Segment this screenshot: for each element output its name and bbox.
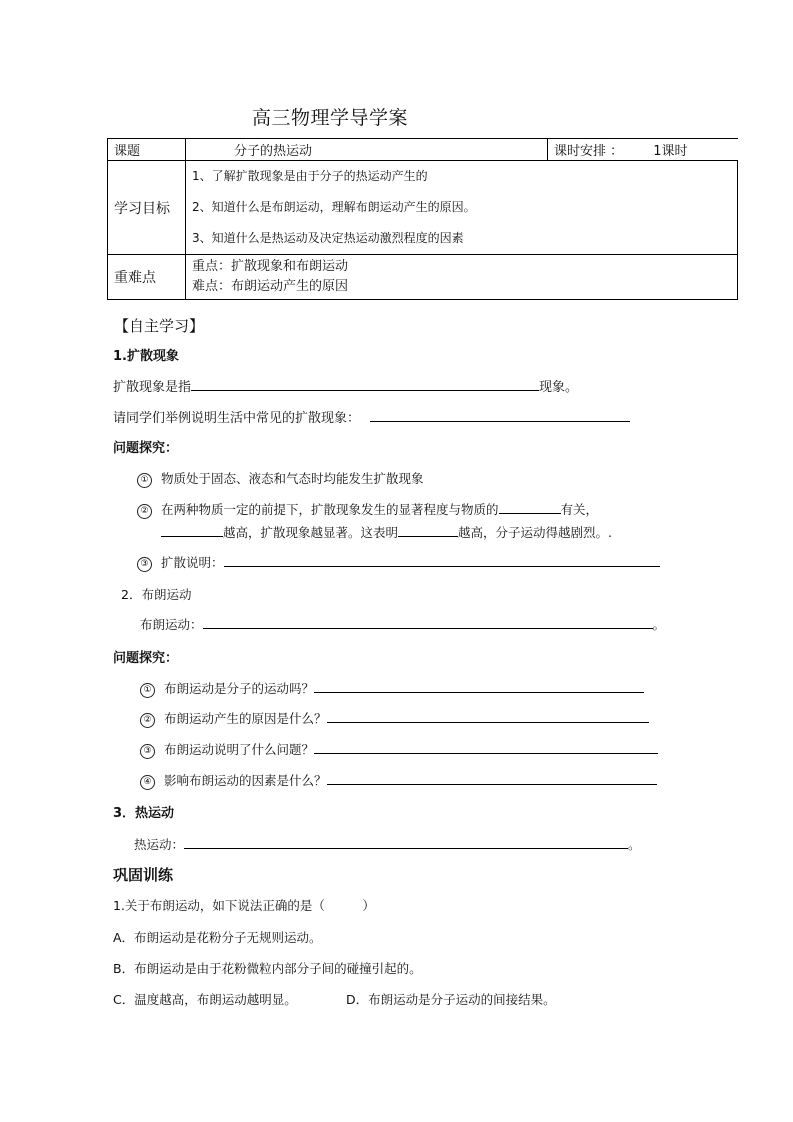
section-1-heading: 1.扩散现象 [113, 349, 179, 364]
explore-heading-1: 问题探究： [113, 441, 179, 456]
goal-item: 1、了解扩散现象是由于分子的热运动产生的 [192, 169, 428, 183]
explore-heading-2: 问题探究： [113, 651, 179, 666]
topic-value: 分子的热运动 [186, 139, 548, 161]
goals-list [186, 161, 738, 255]
answer-blank[interactable] [191, 389, 539, 391]
diffusion-def-prefix: 扩散现象是指 [113, 380, 192, 395]
info-table [107, 138, 738, 300]
answer-blank[interactable] [161, 535, 223, 537]
answer-blank[interactable] [499, 512, 561, 514]
circled-number: ③ [137, 557, 152, 572]
question-text: 布朗运动产生的原因是什么？ [164, 711, 327, 726]
question-text: 物质处于固态、液态和气态时均能发生扩散现象 [161, 471, 424, 486]
question-2-continued [161, 523, 612, 541]
answer-blank[interactable] [203, 627, 653, 629]
question-text: 越高，分子运动得越剧烈。. [458, 525, 612, 540]
brownian-question-4 [140, 771, 657, 790]
answer-blank[interactable] [224, 565, 660, 567]
circled-number: ① [137, 473, 152, 488]
schedule-value: 1课时 [653, 144, 688, 159]
question-text: 越高，扩散现象越显著。这表明 [223, 525, 399, 540]
circled-number: ③ [140, 744, 155, 759]
brownian-definition [140, 615, 665, 633]
topic-label: 课题 [108, 139, 186, 161]
option-a: A．布朗运动是花粉分子无规则运动。 [113, 930, 322, 945]
schedule-label-text: 课时安排 ： [554, 144, 624, 159]
brownian-def-prefix: 布朗运动： [140, 617, 203, 632]
thermal-definition [134, 835, 641, 853]
schedule-label [548, 139, 738, 161]
section-3-heading: 3．热运动 [113, 806, 175, 821]
question-text: 扩散说明： [161, 555, 224, 570]
key-label: 重难点 [108, 255, 186, 300]
option-b: B．布朗运动是由于花粉微粒内部分子间的碰撞引起的。 [113, 961, 422, 976]
section-2-heading: 2．布朗运动 [121, 587, 192, 602]
circled-number: ④ [140, 775, 155, 790]
question-text: 布朗运动是分子的运动吗？ [164, 681, 315, 696]
question-text: 有关， [560, 502, 599, 517]
diffusion-def-suffix: 现象。 [539, 380, 579, 395]
brownian-def-suffix: 。 [652, 617, 666, 632]
practice-heading: 巩固训练 [113, 866, 174, 884]
brownian-question-3 [140, 740, 658, 759]
answer-blank[interactable] [327, 783, 657, 785]
key-points [186, 255, 738, 300]
thermal-def-prefix: 热运动： [134, 837, 185, 852]
goals-label: 学习目标 [108, 161, 186, 255]
question-2 [137, 500, 598, 519]
goal-item: 3、知道什么是热运动及决定热运动激烈程度的因素 [192, 231, 464, 245]
page-title: 高三物理学导学案 [252, 107, 409, 129]
circled-number: ② [140, 713, 155, 728]
question-text: 在两种物质一定的前提下，扩散现象发生的显著程度与物质的 [161, 502, 499, 517]
goal-item: 2、知道什么是布朗运动，理解布朗运动产生的原因。 [192, 200, 476, 214]
question-3 [137, 553, 660, 572]
option-d: D．布朗运动是分子运动的间接结果。 [346, 992, 556, 1007]
brownian-question-1 [140, 679, 644, 698]
answer-blank[interactable] [314, 691, 644, 693]
diffusion-example-prompt: 请同学们举例说明生活中常见的扩散现象： [113, 411, 361, 426]
circled-number: ① [140, 683, 155, 698]
question-text: 影响布朗运动的因素是什么？ [164, 773, 327, 788]
question-1 [137, 469, 424, 488]
circled-number: ② [137, 504, 152, 519]
key-point: 重点：扩散现象和布朗运动 [192, 259, 349, 274]
brownian-question-2 [140, 709, 649, 728]
answer-blank[interactable] [184, 847, 628, 849]
key-point: 难点：布朗运动产生的原因 [192, 279, 349, 294]
answer-blank[interactable] [327, 721, 649, 723]
question-text: 布朗运动说明了什么问题？ [164, 742, 315, 757]
diffusion-definition [113, 376, 578, 395]
option-c: C．温度越高，布朗运动越明显。 [113, 992, 297, 1007]
thermal-def-suffix: 。 [628, 837, 641, 852]
diffusion-example [113, 407, 630, 426]
answer-blank[interactable] [398, 535, 458, 537]
answer-blank[interactable] [370, 420, 630, 422]
answer-blank[interactable] [314, 752, 658, 754]
self-study-heading: 【自主学习】 [114, 317, 205, 335]
practice-question: 1.关于布朗运动，如下说法正确的是（ ） [113, 898, 375, 913]
